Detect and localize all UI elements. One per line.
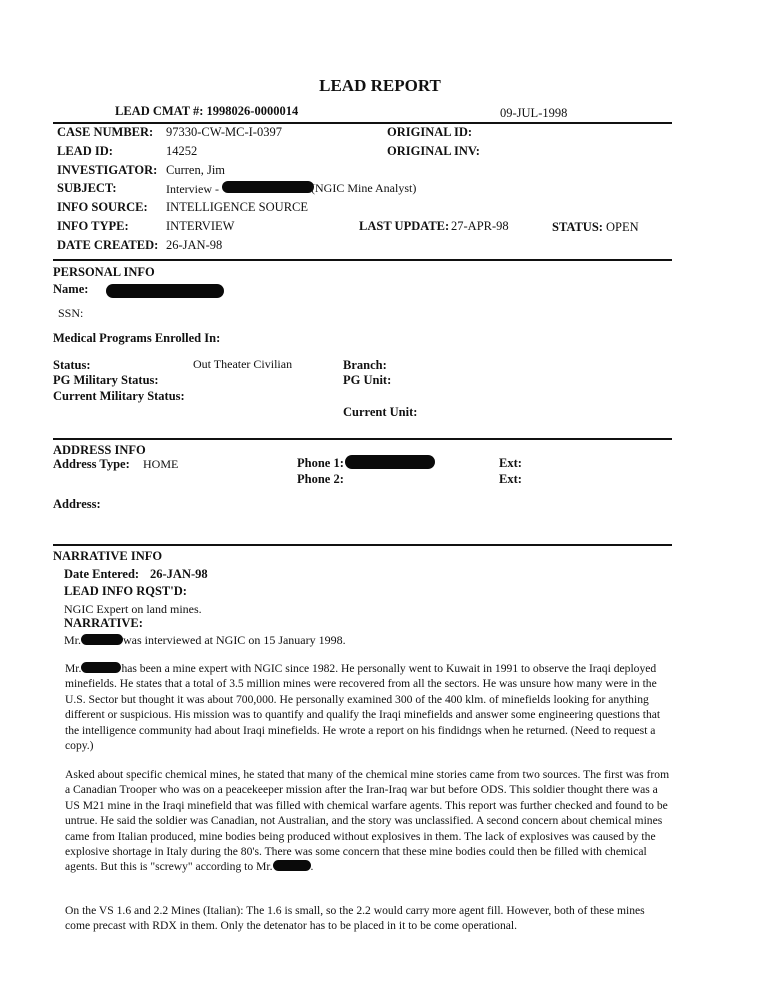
lead-info-rqst-label: LEAD INFO RQST'D: — [64, 584, 187, 598]
name-label: Name: — [53, 282, 89, 296]
p3-text: On the VS 1.6 and 2.2 Mines (Italian): The 1.6 is small, so the 2.2 would carry more agent fill. However, both of these mines come precast with RDX in them. Only the detenator has to be placed in it to be come operational. — [65, 904, 645, 933]
case-number-label: CASE NUMBER: — [57, 125, 154, 139]
narrative-paragraph-1 — [65, 661, 670, 753]
last-update-label: LAST UPDATE: — [359, 219, 450, 233]
pg-military-status-label: PG Military Status: — [53, 373, 159, 387]
lead-id-label: LEAD ID: — [57, 144, 113, 158]
redaction-p2-name — [273, 860, 311, 871]
redaction-phone1 — [345, 455, 435, 469]
narrative-intro — [64, 633, 346, 648]
p2-end: . — [310, 860, 314, 874]
p1-mr: Mr. — [65, 662, 82, 675]
subject-label: SUBJECT: — [57, 181, 117, 195]
personal-status-value: Out Theater Civilian — [193, 357, 293, 371]
address-info-header: ADDRESS INFO — [53, 443, 146, 457]
narrative-intro-text: was interviewed at NGIC on 15 January 1998. — [123, 633, 346, 647]
current-military-status-label: Current Military Status: — [53, 389, 185, 403]
lead-id-value: 14252 — [166, 144, 198, 158]
divider-top — [53, 122, 672, 124]
narrative-paragraph-2 — [65, 767, 670, 875]
narrative-intro-mr: Mr. — [64, 633, 82, 647]
ext2-label: Ext: — [499, 472, 522, 486]
investigator-label: INVESTIGATOR: — [57, 163, 158, 177]
subject-prefix: Interview - — [166, 182, 219, 196]
lead-info-rqst-value: NGIC Expert on land mines. — [64, 602, 202, 616]
status-label: STATUS: — [552, 220, 603, 234]
subject-suffix: (NGIC Mine Analyst) — [311, 181, 417, 195]
pg-unit-label: PG Unit: — [343, 373, 392, 387]
personal-info-header: PERSONAL INFO — [53, 265, 155, 279]
redaction-name — [106, 284, 224, 298]
narrative-label: NARRATIVE: — [64, 616, 143, 630]
case-number-value: 97330-CW-MC-I-0397 — [166, 125, 282, 139]
lead-cmat-number: LEAD CMAT #: 1998026-0000014 — [115, 104, 299, 118]
divider-personal — [53, 259, 672, 261]
narrative-info-header: NARRATIVE INFO — [53, 549, 163, 563]
ssn-label: SSN: — [58, 306, 84, 320]
redaction-intro-name — [81, 634, 123, 645]
info-source-label: INFO SOURCE: — [57, 200, 148, 214]
phone1-label: Phone 1: — [297, 456, 344, 470]
status-value: OPEN — [606, 220, 639, 234]
report-date: 09-JUL-1998 — [500, 106, 568, 120]
address-label: Address: — [53, 497, 101, 511]
current-unit-label: Current Unit: — [343, 405, 418, 419]
info-type-value: INTERVIEW — [166, 219, 235, 233]
date-entered-value: 26-JAN-98 — [150, 567, 208, 581]
address-type-label: Address Type: — [53, 457, 130, 471]
date-created-label: DATE CREATED: — [57, 238, 159, 252]
redaction-p1-name — [81, 662, 121, 673]
phone2-label: Phone 2: — [297, 472, 344, 486]
p2-text: Asked about specific chemical mines, he stated that many of the chemical mine stories came from two sources. The first was from a Canadian Trooper who was on a peacekeeper mission after the Iran-Iraq war but before ODS. This soldier thought there was a US M21 mine in the Iraqi minefield that was filled with chemical warfare agents. This report was further checked and found to be untrue. He said the soldier was Canadian, not Australian, and the story was unclassified. A second concern about chemical mines came from Italian produced, mine bodies being produced without explosives in them. The lack of explosives was caused by the explosive shortage in Italy during the 80's. There was some concern that these mine bodies could then be filled with chemical agents. But this is "screwy" according to Mr. — [65, 768, 670, 874]
original-inv-label: ORIGINAL INV: — [387, 144, 480, 158]
p1-text: has been a mine expert with NGIC since 1982. He personally went to Kuwait in 1991 to observe the Iraqi deployed minefields. He states that a total of 3.5 million mines were recovered from all the sectors. He was unsure how many were in the U.S. Sector but thought it was about 700,000. He personally examined 300 of the 400 klm. of minefields looking for anything different or suspicious. His mission was to quantify and qualify the Iraqi minefields and answer some engineering questions that the intelligence community had about Iraqi minefields. He wrote a report on his findidngs when he returned. (Need to request a copy.) — [65, 662, 661, 753]
divider-narrative — [53, 544, 672, 546]
branch-label: Branch: — [343, 358, 387, 372]
divider-address — [53, 438, 672, 440]
last-update-value: 27-APR-98 — [451, 219, 509, 233]
page-title: LEAD REPORT — [319, 76, 441, 95]
redaction-subject — [222, 181, 314, 193]
address-type-value: HOME — [143, 457, 179, 471]
info-source-value: INTELLIGENCE SOURCE — [166, 200, 308, 214]
info-type-label: INFO TYPE: — [57, 219, 129, 233]
original-id-label: ORIGINAL ID: — [387, 125, 473, 139]
ext1-label: Ext: — [499, 456, 522, 470]
medical-programs-label: Medical Programs Enrolled In: — [53, 331, 221, 345]
investigator-value: Curren, Jim — [166, 163, 226, 177]
narrative-paragraph-3 — [65, 903, 670, 934]
date-created-value: 26-JAN-98 — [166, 238, 223, 252]
personal-status-label: Status: — [53, 358, 91, 372]
date-entered-label: Date Entered: — [64, 567, 140, 581]
